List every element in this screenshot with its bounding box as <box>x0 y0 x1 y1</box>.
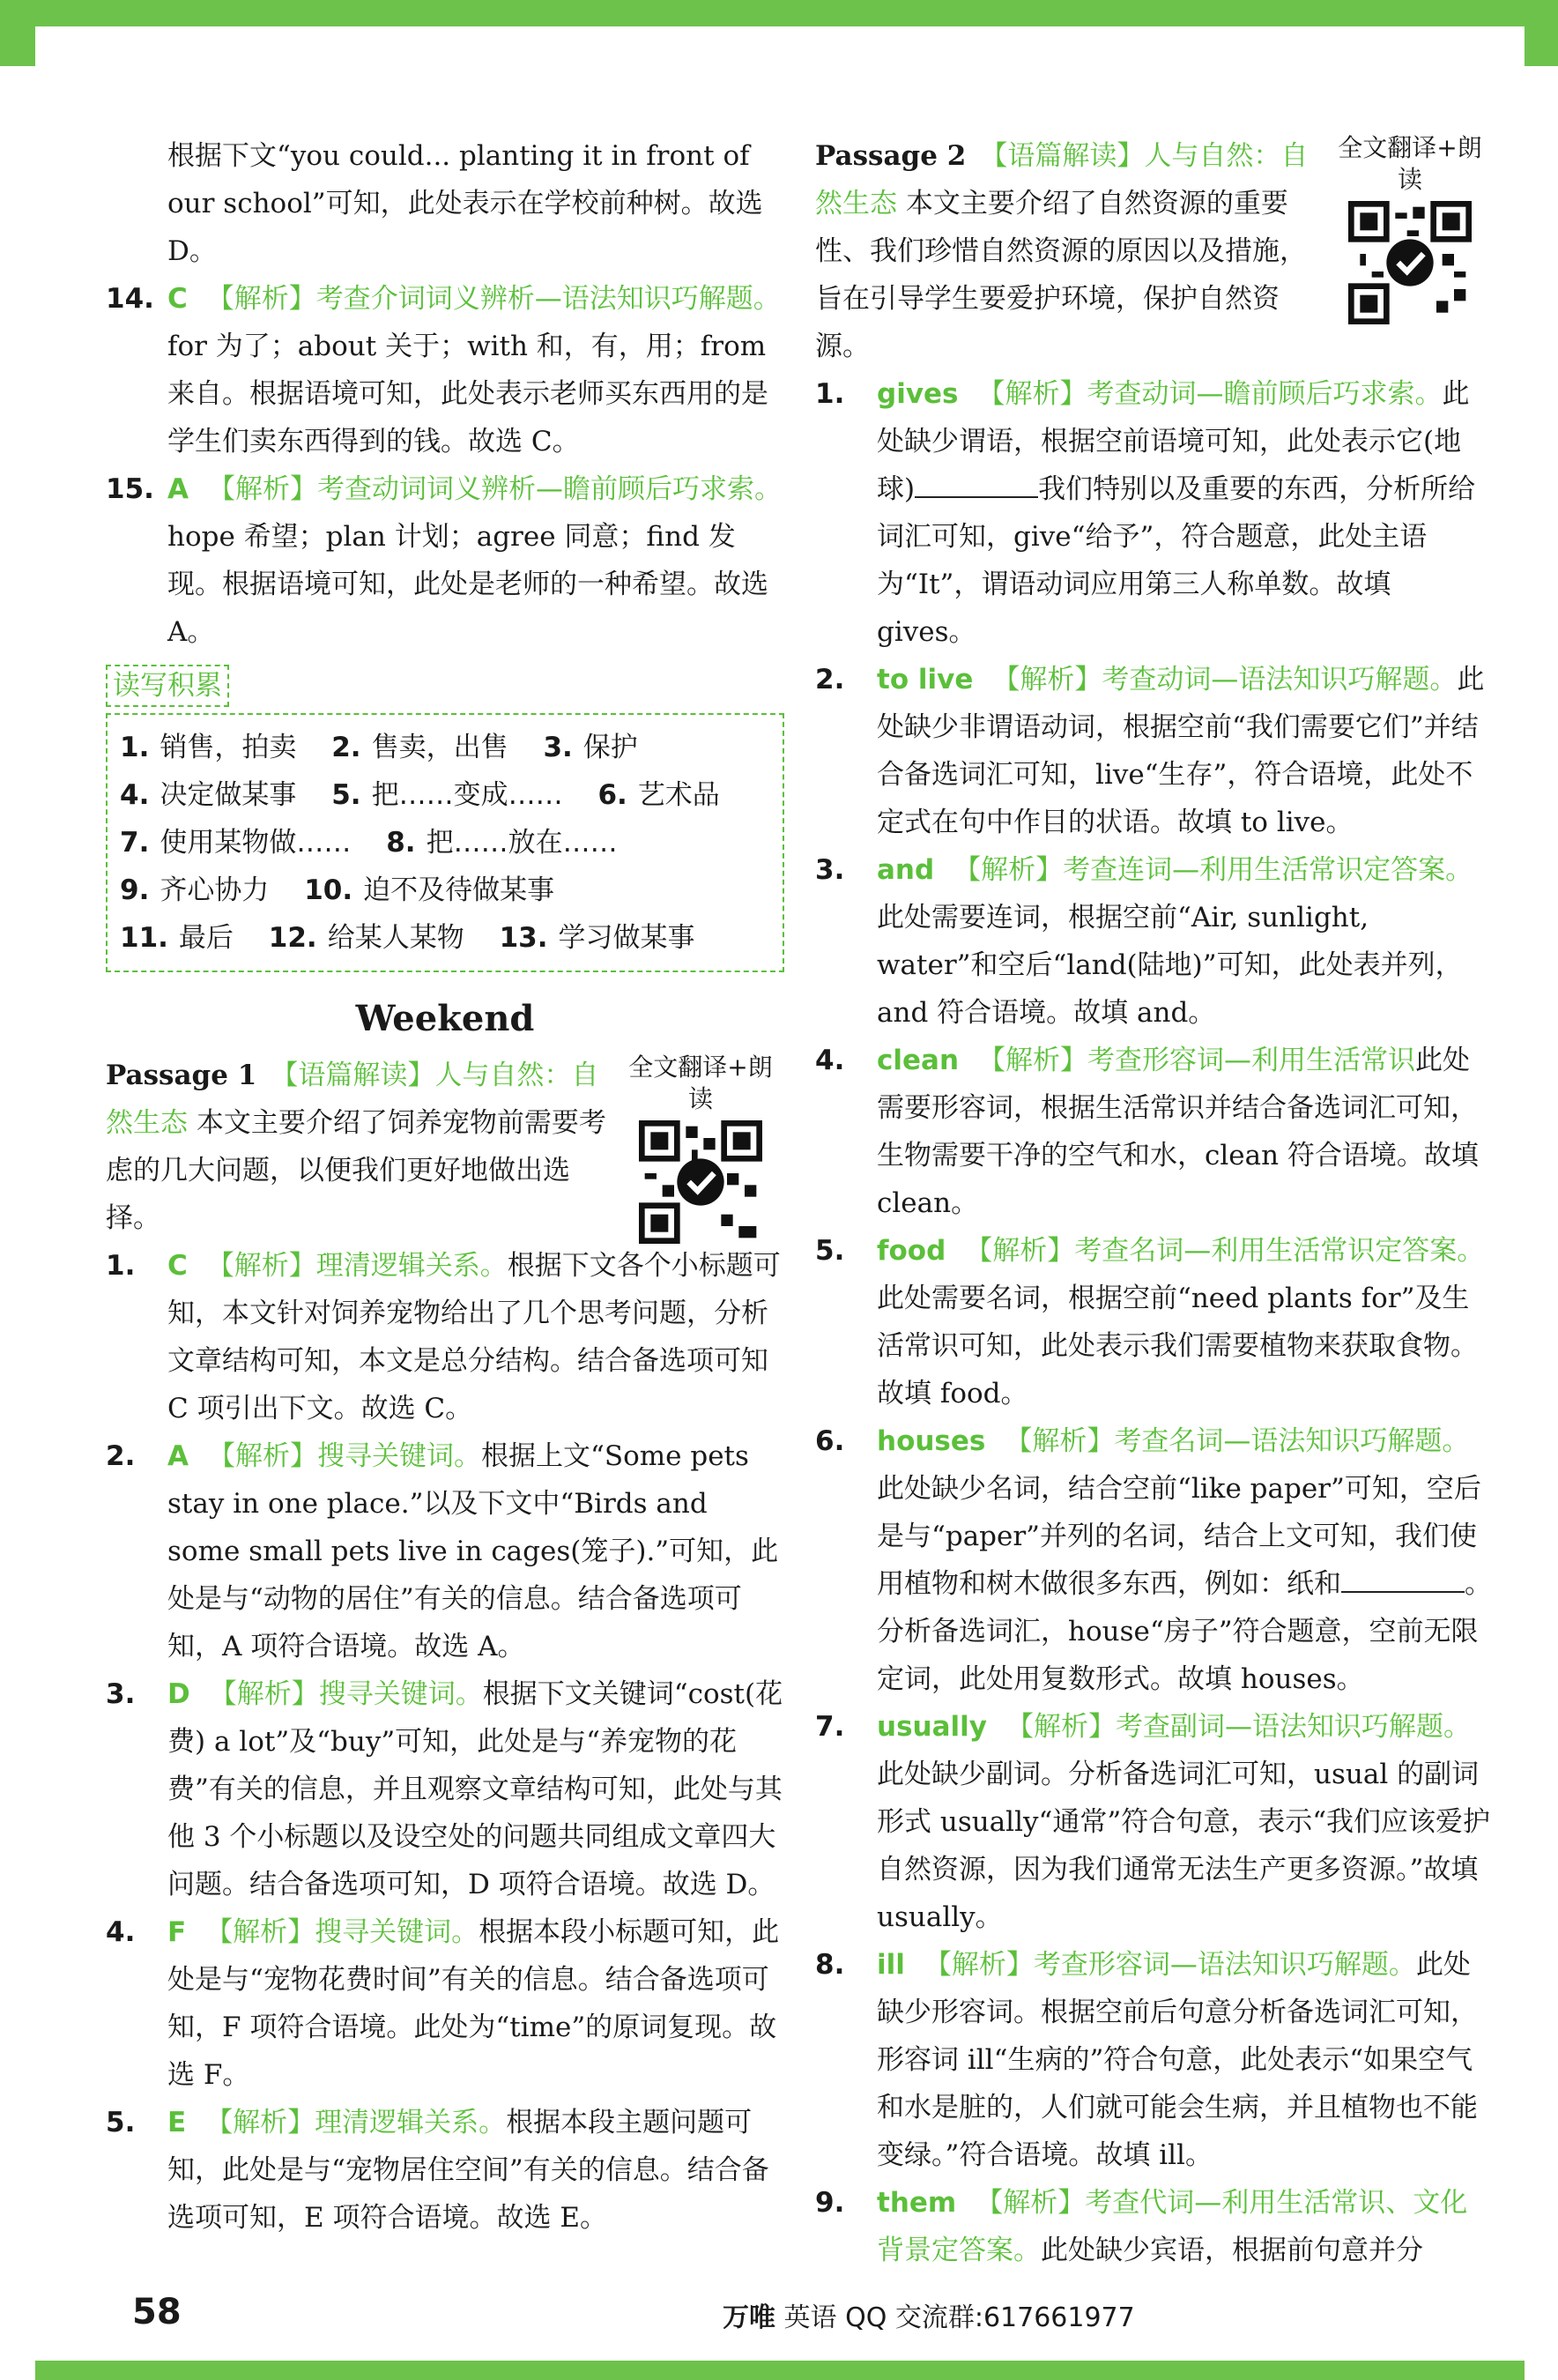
qr-code-2[interactable]: 全文翻译+朗读 <box>1326 132 1494 332</box>
p1-item-3: 3. D 【解析】搜寻关键词。根据下文关键词“cost(花费) a lot”及“buy”可知，此处是与“养宠物的花费”有关的信息，并且观察文章结构可知，此处与其他 3 个小标题以及设空处的问题共同组成文章四大问题。结合备选项可知，D 项符合语境。故选 D。 <box>106 1678 783 1900</box>
bottom-green-bar <box>35 2361 1525 2380</box>
passage2-intro: Passage 2 【语篇解读】人与自然：自然生态 本文主要介绍了自然资源的重要性、我们珍惜自然资源的原因以及措施，旨在引导学生要爱护环境，保护自然资源。 全文翻译+朗读 <box>815 132 1494 370</box>
footer-info <box>723 2295 1135 2334</box>
qr-code-icon <box>1348 201 1472 324</box>
vocab-box: 1. 销售，拍卖 2. 售卖，出售 3. 保护 4. 决定做某事 5. 把……变成…… 6. 艺术品 7. 使用某物做…… 8. 把……放在…… 9. 齐心协力 10. 迫不及待做某事 11. 最后 12. 给某人某物 13. 学习做某事 <box>106 713 784 972</box>
qr-code-1[interactable]: 全文翻译+朗读 <box>617 1052 784 1252</box>
p2-item-7: 7. usually 【解析】考查副词—语法知识巧解题。此处缺少副词。分析备选词汇可知，usual 的副词形式 usually“通常”符合句意，表示“我们应该爱护自然资源，因为我们通常无法生产更多资源。”故填 usually。 <box>815 1711 1491 1933</box>
p1-item-2: 2. A 【解析】搜寻关键词。根据上文“Some pets stay in one place.”以及下文中“Birds and some small pets live in cages(笼子).”可知，此处是与“动物的居住”有关的信息。结合备选项可知，A 项符合语境。故选 A。 <box>106 1440 779 1662</box>
page-number: 58 <box>132 2292 182 2332</box>
p2-item-4: 4. clean 【解析】考查形容词—利用生活常识此处需要形容词，根据生活常识并结合备选词汇可知，生物需要干净的空气和水，clean 符合语境。故填 clean。 <box>815 1045 1479 1219</box>
p1-item-1: 1. C 【解析】理清逻辑关系。根据下文各个小标题可知，本文针对饲养宠物给出了几个思考问题，分析文章结构可知，本文是总分结构。结合备选项可知 C 项引出下文。故选 C。 <box>106 1250 781 1424</box>
passage1-intro: Passage 1 【语篇解读】人与自然：自然生态 本文主要介绍了饲养宠物前需要考虑的几大问题，以便我们更好地做出选择。 全文翻译+朗读 <box>106 1052 784 1242</box>
right-column <box>815 132 1494 2274</box>
answer-blank <box>1341 1565 1465 1593</box>
p2-item-9: 9. them 【解析】考查代词—利用生活常识、文化背景定答案。此处缺少宾语，根据前句意并分 <box>815 2187 1468 2266</box>
answer-item-14: 14. C 【解析】考查介词词义辨析—语法知识巧解题。for 为了；about 关于；with 和，有，用；from 来自。根据语境可知，此处表示老师买东西用的是学生们卖东西得到的钱。故选 C。 <box>106 283 781 457</box>
p1-item-4: 4. F 【解析】搜寻关键词。根据本段小标题可知，此处是与“宠物花费时间”有关的信息。结合备选项可知，F 项符合语境。此处为“time”的原词复现。故选 F。 <box>106 1916 780 2091</box>
answer-item-15: 15. A 【解析】考查动词词义辨析—瞻前顾后巧求索。hope 希望；plan 计划；agree 同意；find 发现。根据语境可知，此处是老师的一种希望。故选 A。 <box>106 473 782 648</box>
p2-item-1: 1. gives 【解析】考查动词—瞻前顾后巧求索。此处缺少谓语，根据空前语境可知，此处表示它(地球) 我们特别以及重要的东西，分析所给词汇可知，give“给予”，符合题意，此处主语为“It”，谓语动词应用第三人称单数。故填 gives。 <box>815 378 1476 648</box>
p2-item-3: 3. and 【解析】考查连词—利用生活常识定答案。此处需要连词，根据空前“Air, sunlight, water”和空后“land(陆地)”可知，此处表并列，and 符合语境。故填 and。 <box>815 854 1473 1029</box>
p2-item-6: 6. houses 【解析】考查名词—语法知识巧解题。此处缺少名词，结合空前“like paper”可知，空后是与“paper”并列的名词，结合上文可知，我们使用植物和树木做很多东西，例如：纸和 。分析备选词汇，house“房子”符合题意，空前无限定词，此处用复数形式。故填 houses。 <box>815 1425 1492 1695</box>
p2-item-5: 5. food 【解析】考查名词—利用生活常识定答案。此处需要名词，根据空前“need plants for”及生活常识可知，此处表示我们需要植物来获取食物。故填 food。 <box>815 1235 1485 1409</box>
left-column <box>106 132 784 2242</box>
brand-logo: 万唯 <box>723 2302 775 2333</box>
intro-text: 根据下文“you could... planting it in front of our school”可知，此处表示在学校前种树。故选 D。 <box>167 140 763 267</box>
top-green-bar <box>0 0 1558 66</box>
weekend-title: Weekend <box>355 998 535 1039</box>
p2-item-2: 2. to live 【解析】考查动词—语法知识巧解题。此处缺少非谓语动词，根据空前“我们需要它们”并结合备选词汇可知，live“生存”，符合语境，此处不定式在句中作目的状语。故填 to live。 <box>815 664 1485 838</box>
footer-text: 英语 QQ 交流群:617661977 <box>783 2302 1135 2333</box>
answer-blank <box>915 470 1038 498</box>
vocab-title: 读写积累 <box>106 665 229 707</box>
p1-item-5: 5. E 【解析】理清逻辑关系。根据本段主题问题可知，此处是与“宠物居住空间”有关的信息。结合备选项可知，E 项符合语境。故选 E。 <box>106 2107 769 2234</box>
p2-item-8: 8. ill 【解析】考查形容词—语法知识巧解题。此处缺少形容词。根据空前后句意分析备选词汇可知，形容词 ill“生病的”符合句意，此处表示“如果空气和水是脏的，人们就可能会生病，并且植物也不能变绿。”符合语境。故填 ill。 <box>815 1949 1478 2171</box>
qr-code-icon <box>639 1120 762 1244</box>
